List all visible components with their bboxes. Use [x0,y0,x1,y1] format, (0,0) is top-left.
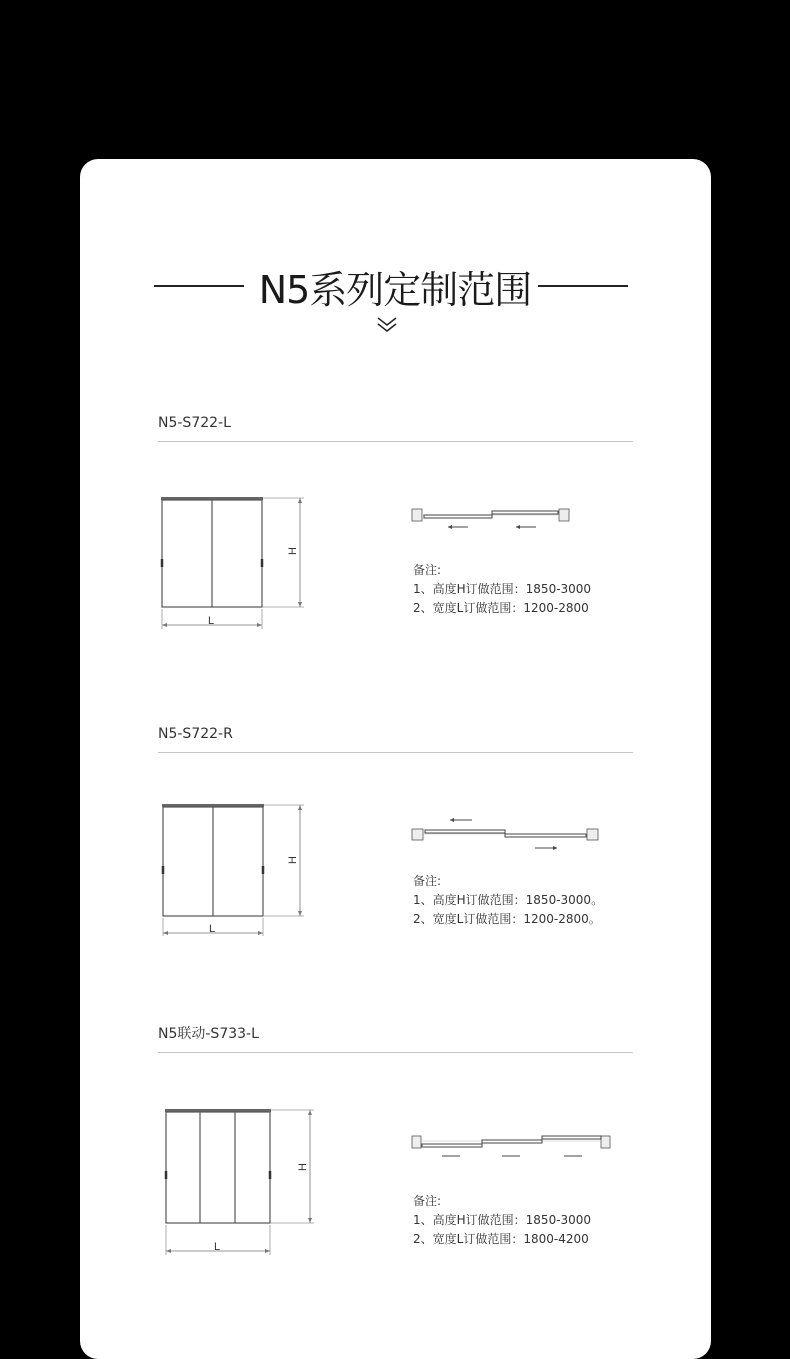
product-code: N5联动-S733-L [158,1026,259,1042]
plan-view-drawing [410,813,602,855]
plan-view-drawing [410,505,570,535]
height-range-note: 1、高度H订做范围：1850-3000 [413,1213,592,1227]
height-range-note: 1、高度H订做范围：1850-3000。 [413,893,604,907]
height-range-note: 1、高度H订做范围：1850-3000 [413,582,592,596]
height-label: H [287,856,299,864]
height-label: H [287,547,299,555]
width-label: L [208,615,215,627]
content-card [80,159,711,1359]
width-label: L [214,1241,221,1253]
front-elevation-drawing [158,800,308,940]
page-title: N5系列定制范围 [258,268,532,312]
product-code: N5-S722-L [158,415,231,431]
height-label: H [297,1163,309,1171]
notes-heading: 备注: [413,1194,442,1208]
plan-view-drawing [410,1130,614,1162]
section-divider [158,752,633,753]
page-header [80,259,711,312]
spec-notes [413,1192,591,1249]
section-divider [158,1052,633,1053]
spec-notes [413,872,603,929]
product-section-s722-l [158,413,633,442]
title-divider-left [154,285,244,287]
product-section-s722-r [158,724,633,753]
width-label: L [209,923,216,935]
front-elevation-drawing [158,493,308,633]
product-section-s733-l [158,1024,633,1053]
title-divider-right [538,285,628,287]
width-range-note: 2、宽度L订做范围：1200-2800 [413,601,589,615]
width-range-note: 2、宽度L订做范围：1200-2800。 [413,912,601,926]
double-chevron-down-icon [376,316,398,334]
notes-heading: 备注: [413,563,442,577]
width-range-note: 2、宽度L订做范围：1800-4200 [413,1232,589,1246]
notes-heading: 备注: [413,874,442,888]
spec-notes [413,561,591,618]
section-divider [158,441,633,442]
product-code: N5-S722-R [158,726,233,742]
front-elevation-drawing [162,1105,322,1260]
